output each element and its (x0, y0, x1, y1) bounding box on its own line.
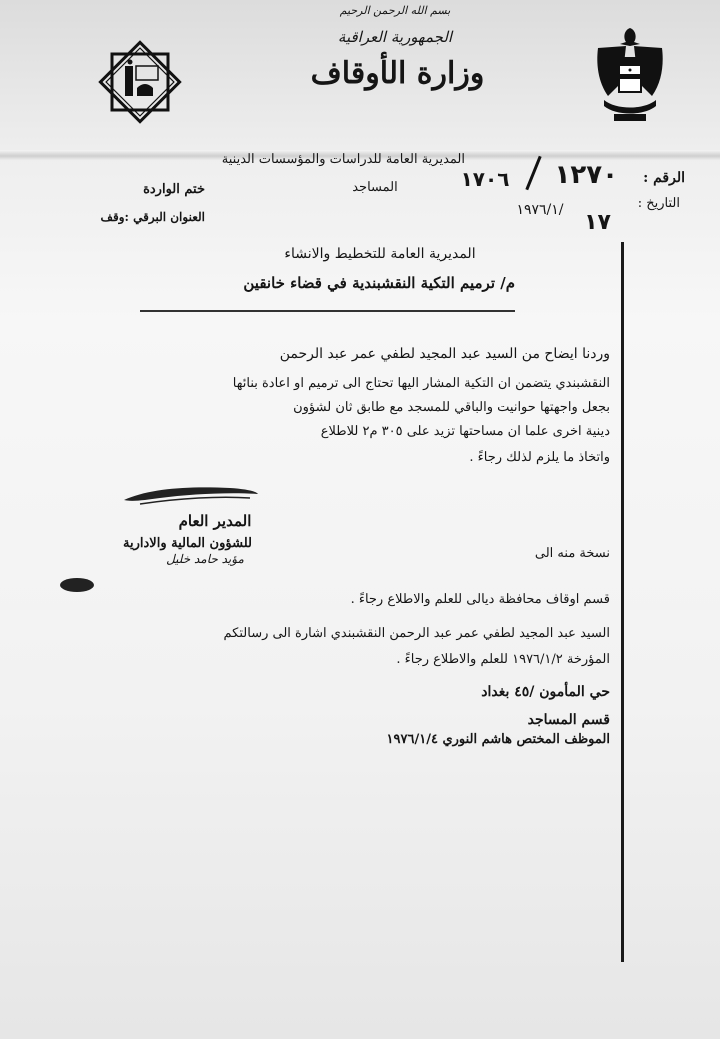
clerk-line: الموظف المختص هاشم النوري ١٩٧٦/١/٤ (386, 732, 610, 747)
copy-recipient-2: السيد عبد المجيد لطفي عمر عبد الرحمن النقشبندي اشارة الى رسالتكم (223, 626, 610, 641)
reference-number: ١٢٧٠ (554, 160, 618, 190)
copies-heading: نسخة منه الى (534, 546, 610, 561)
basmala: بسم الله الرحمن الرحيم (339, 4, 451, 17)
iraq-eagle-emblem-icon (590, 24, 670, 126)
date-label: التاريخ : (637, 196, 680, 211)
ministry-name: وزارة الأوقاف (310, 56, 485, 91)
margin-line (621, 242, 624, 962)
body-line-2: النقشبندي يتضمن ان التكية المشار اليها تحتاج الى ترميم او اعادة بنائها (232, 376, 610, 391)
directorate-name: المديرية العامة للدراسات والمؤسسات الدينية (221, 152, 465, 167)
incoming-stamp-label: ختم الواردة (143, 182, 205, 197)
signature-title: المدير العام (178, 512, 252, 530)
ink-blot (60, 578, 94, 592)
body-line-1: وردنا ايضاح من السيد عبد المجيد لطفي عمر عبد الرحمن (279, 346, 610, 362)
signature-scribble-icon (120, 480, 260, 510)
date-value: ١٩٧٦/١/ (516, 202, 564, 218)
ref-slash-mark (525, 156, 541, 191)
addressee: المديرية العامة للتخطيط والانشاء (284, 246, 476, 262)
body-line-5: واتخاذ ما يلزم لذلك رجاءً . (469, 450, 610, 465)
body-line-3: بجعل واجهتها حوانيت والباقي للمسجد مع طابق ثان لشؤون (293, 400, 610, 415)
copy-recipient-3: المؤرخة ١٩٧٦/١/٢ للعلم والاطلاع رجاءً . (396, 652, 610, 667)
subject-line: م/ ترميم التكية النقشبندية في قضاء خانقين (243, 274, 515, 292)
telegraphic-address: العنوان البرقي :وقف (100, 210, 205, 224)
date-day: ١٧ (584, 210, 611, 235)
reference-label: الرقم : (643, 170, 685, 186)
signature-name: مؤيد حامد خليل (166, 552, 244, 566)
section-name: المساجد (352, 180, 398, 195)
subject-divider (140, 310, 515, 312)
section-line: قسم المساجد (527, 712, 610, 728)
reference-handwritten: ١٧٠٦ (460, 167, 510, 191)
address-line: حي المأمون /٤٥ بغداد (481, 684, 610, 700)
signature-department: للشؤون المالية والادارية (123, 536, 252, 551)
copy-recipient-1: قسم اوقاف محافظة ديالى للعلم والاطلاع رجاءً . (350, 592, 610, 607)
awqaf-star-logo-icon (85, 36, 195, 128)
body-line-4: دينية اخرى علما ان مساحتها تزيد على ٣٠٥ م٢ للاطلاع (320, 424, 610, 439)
country-name: الجمهورية العراقية (337, 28, 453, 46)
